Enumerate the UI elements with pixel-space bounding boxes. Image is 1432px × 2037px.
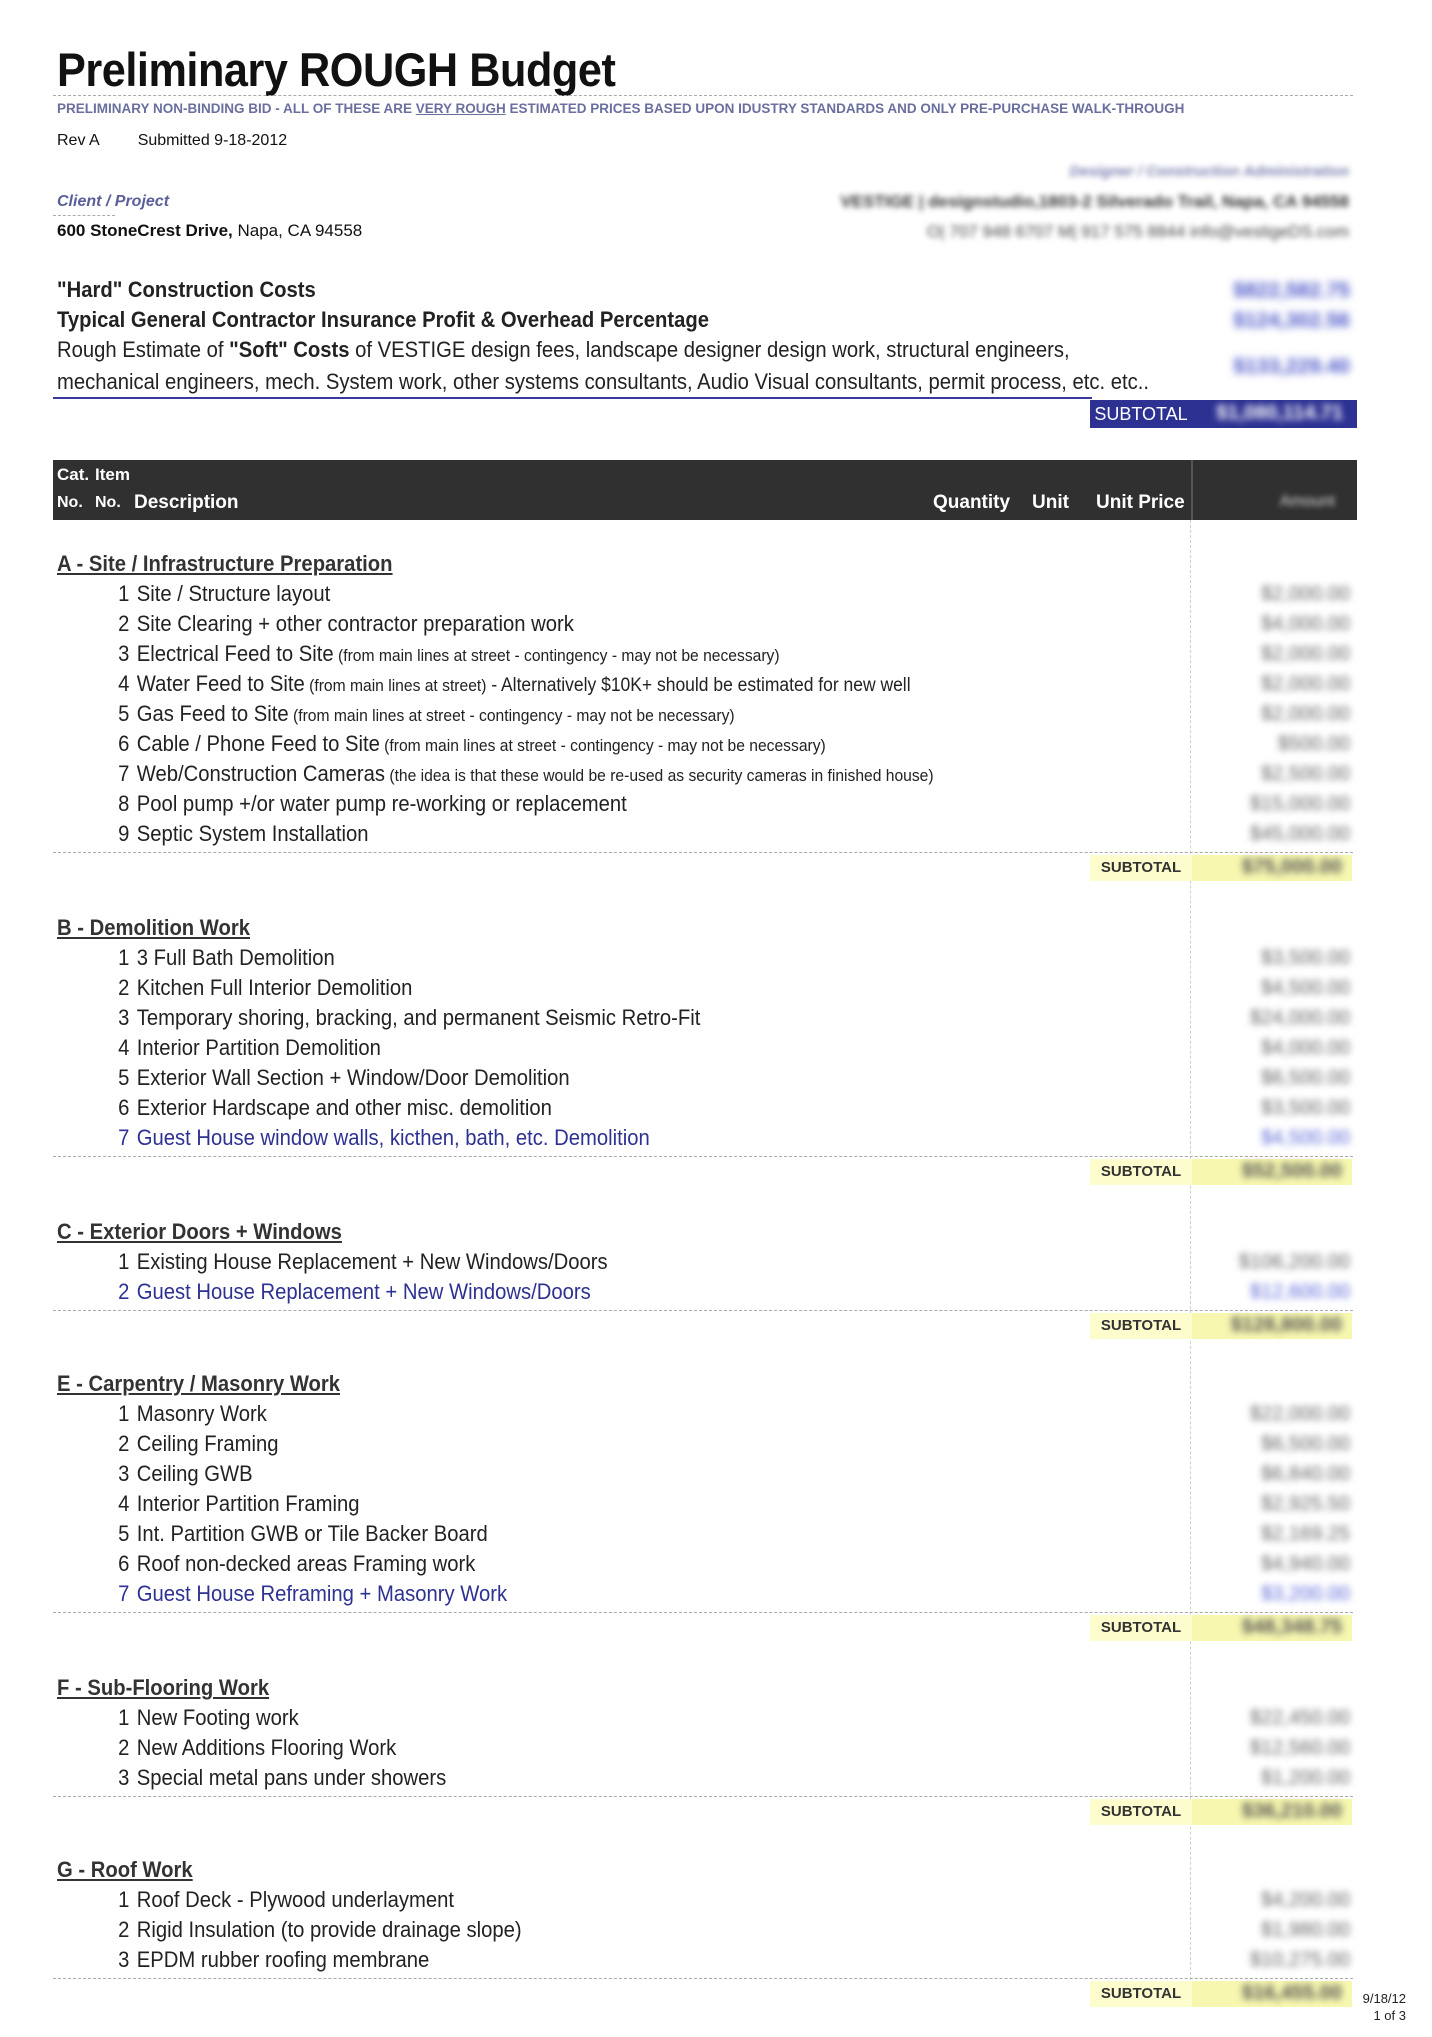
section-a-item-6-amount: $500.00	[1277, 733, 1350, 755]
section-g-item-3-amount: $10,275.00	[1249, 1949, 1350, 1971]
hard-costs-amount: $822,582.75	[1233, 279, 1350, 302]
section-e-item-6-amount: $4,940.00	[1261, 1553, 1350, 1575]
section-g-title: G - Roof Work	[57, 1857, 193, 1882]
section-b-divider	[53, 1156, 1353, 1157]
section-g-item-2-amount: $1,980.00	[1261, 1919, 1350, 1941]
section-e-title: E - Carpentry / Masonry Work	[57, 1371, 341, 1396]
section-f-subtotal-label: SUBTOTAL	[1090, 1799, 1192, 1825]
section-f-subtotal-box	[1192, 1799, 1352, 1825]
section-f-item-1: 1 New Footing work	[118, 1705, 299, 1730]
footer-date: 9/18/12	[1362, 1991, 1406, 2006]
section-f-item-2: 2 New Additions Flooring Work	[118, 1735, 397, 1760]
section-c-subtotal-box	[1192, 1313, 1352, 1339]
section-a-item-7-amount: $2,500.00	[1261, 763, 1350, 785]
section-b-subtotal-amount: $52,500.00	[1241, 1160, 1342, 1182]
section-e-item-5-amount: $2,169.25	[1261, 1523, 1350, 1545]
section-g-subtotal-box	[1192, 1981, 1352, 2007]
section-f-item-1-amount: $22,450.00	[1249, 1707, 1350, 1729]
section-f-item-3: 3 Special metal pans under showers	[118, 1765, 447, 1790]
section-a-item-4-amount: $2,000.00	[1261, 673, 1350, 695]
section-b-subtotal-box	[1192, 1159, 1352, 1185]
section-a-title: A - Site / Infrastructure Preparation	[57, 551, 393, 576]
section-c-item-2-amount: $12,600.00	[1249, 1281, 1350, 1303]
section-e-item-4-amount: $2,925.50	[1261, 1493, 1350, 1515]
section-f-item-2-amount: $12,560.00	[1249, 1737, 1350, 1759]
th-unit-price: Unit Price	[1096, 492, 1185, 513]
section-a-item-5: 5 Gas Feed to Site (from main lines at street - contingency - may not be necessary)	[118, 701, 735, 726]
section-e-subtotal-label: SUBTOTAL	[1090, 1615, 1192, 1641]
section-g-divider	[53, 1978, 1353, 1979]
section-f-title: F - Sub-Flooring Work	[57, 1675, 270, 1700]
table-header	[53, 460, 1357, 520]
section-b-item-6: 6 Exterior Hardscape and other misc. demolition	[118, 1095, 552, 1120]
section-a-item-8-amount: $15,000.00	[1249, 793, 1350, 815]
section-b-item-5: 5 Exterior Wall Section + Window/Door Demolition	[118, 1065, 570, 1090]
disclaimer: PRELIMINARY NON-BINDING BID - ALL OF THESE ARE VERY ROUGH ESTIMATED PRICES BASED UPON IDUSTRY STANDARDS AND ONLY PRE-PURCHASE WALK-THROUGH	[57, 101, 1185, 116]
section-e-subtotal-amount: $48,348.75	[1241, 1616, 1342, 1638]
client-label: Client / Project	[57, 193, 170, 210]
revision-line	[57, 132, 287, 150]
section-a-subtotal-box	[1192, 855, 1352, 881]
summary-subtotal-amount: $1,080,114.71	[1216, 402, 1343, 424]
th-description: Description	[134, 492, 239, 513]
section-g-subtotal-amount: $16,455.00	[1241, 1982, 1342, 2004]
section-a-item-8: 8 Pool pump +/or water pump re-working or replacement	[118, 791, 627, 816]
th-item-top: Item	[95, 465, 130, 484]
section-c-item-1-amount: $106,200.00	[1238, 1251, 1350, 1273]
section-a-item-3: 3 Electrical Feed to Site (from main lines at street - contingency - may not be necessary)	[118, 641, 780, 666]
section-e-item-2-amount: $6,500.00	[1261, 1433, 1350, 1455]
th-cat-no: No.	[57, 494, 83, 511]
section-a-item-6: 6 Cable / Phone Feed to Site (from main lines at street - contingency - may not be necessary)	[118, 731, 826, 756]
section-e-item-4: 4 Interior Partition Framing	[118, 1491, 360, 1516]
section-f-subtotal-amount: $36,210.00	[1241, 1800, 1342, 1822]
section-e-item-1: 1 Masonry Work	[118, 1401, 267, 1426]
page-title: Preliminary ROUGH Budget	[57, 43, 616, 96]
section-e-divider	[53, 1612, 1353, 1613]
section-b-item-7-amount: $4,500.00	[1261, 1127, 1350, 1149]
section-a-subtotal-label: SUBTOTAL	[1090, 855, 1192, 881]
section-f-item-3-amount: $1,200.00	[1261, 1767, 1350, 1789]
gc-overhead-amount: $124,302.56	[1233, 309, 1350, 332]
section-b-item-1: 1 3 Full Bath Demolition	[118, 945, 335, 970]
th-amount: Amount	[1279, 493, 1335, 510]
soft-costs-label-cont: mechanical engineers, mech. System work, other systems consultants, Audio Visual consultants, permit process, etc. etc..	[57, 369, 1149, 394]
soft-costs-amount: $133,229.40	[1233, 355, 1350, 378]
section-a-item-1: 1 Site / Structure layout	[118, 581, 331, 606]
section-a-divider	[53, 852, 1353, 853]
submitted-date: Submitted 9-18-2012	[137, 132, 288, 149]
section-e-subtotal-box	[1192, 1615, 1352, 1641]
section-b-item-3-amount: $24,000.00	[1249, 1007, 1350, 1029]
section-c-subtotal-label: SUBTOTAL	[1090, 1313, 1192, 1339]
section-a-item-5-amount: $2,000.00	[1261, 703, 1350, 725]
section-b-item-4: 4 Interior Partition Demolition	[118, 1035, 381, 1060]
section-g-item-2: 2 Rigid Insulation (to provide drainage slope)	[118, 1917, 522, 1942]
section-g-item-3: 3 EPDM rubber roofing membrane	[118, 1947, 430, 1972]
section-a-item-4: 4 Water Feed to Site (from main lines at street) - Alternatively $10K+ should be estimated for new well	[118, 671, 911, 696]
section-g-item-1: 1 Roof Deck - Plywood underlayment	[118, 1887, 455, 1912]
section-e-item-6: 6 Roof non-decked areas Framing work	[118, 1551, 476, 1576]
gc-overhead-label: Typical General Contractor Insurance Profit & Overhead Percentage	[57, 307, 710, 332]
client-address: 600 StoneCrest Drive, Napa, CA 94558	[57, 221, 363, 240]
section-a-subtotal-amount: $75,000.00	[1241, 856, 1342, 878]
section-a-item-9: 9 Septic System Installation	[118, 821, 369, 846]
designer-contact: O| 707 948 6707 M| 917 575 8844 info@vestigeDS.com	[926, 222, 1349, 241]
summary-subtotal-box	[1192, 400, 1357, 428]
section-a-item-7: 7 Web/Construction Cameras (the idea is that these would be re-used as security cameras in finished house)	[118, 761, 934, 786]
section-g-subtotal-label: SUBTOTAL	[1090, 1981, 1192, 2007]
th-cat-top: Cat.	[57, 465, 90, 484]
section-e-item-3-amount: $6,840.00	[1261, 1463, 1350, 1485]
title-divider	[53, 95, 1353, 96]
client-divider	[53, 215, 115, 216]
th-quantity: Quantity	[933, 492, 1011, 513]
designer-address: VESTIGE | designstudio,1803-2 Silverado Trail, Napa, CA 94558	[840, 192, 1349, 211]
section-a-item-2: 2 Site Clearing + other contractor preparation work	[118, 611, 574, 636]
th-unit: Unit	[1032, 492, 1069, 513]
section-b-title: B - Demolition Work	[57, 915, 251, 940]
section-g-item-1-amount: $4,200.00	[1261, 1889, 1350, 1911]
section-e-item-1-amount: $22,000.00	[1249, 1403, 1350, 1425]
section-c-title: C - Exterior Doors + Windows	[57, 1219, 342, 1244]
section-a-item-2-amount: $4,000.00	[1261, 613, 1350, 635]
section-f-divider	[53, 1796, 1353, 1797]
section-c-item-2: 2 Guest House Replacement + New Windows/Doors	[118, 1279, 591, 1304]
section-a-item-1-amount: $2,000.00	[1261, 583, 1350, 605]
section-e-item-2: 2 Ceiling Framing	[118, 1431, 279, 1456]
section-e-item-5: 5 Int. Partition GWB or Tile Backer Board	[118, 1521, 488, 1546]
section-c-item-1: 1 Existing House Replacement + New Windows/Doors	[118, 1249, 608, 1274]
hard-costs-label: "Hard" Construction Costs	[57, 277, 316, 302]
soft-costs-label: Rough Estimate of "Soft" Costs of VESTIGE design fees, landscape designer design work, structural engineers,	[57, 337, 1070, 362]
section-b-item-4-amount: $4,000.00	[1261, 1037, 1350, 1059]
section-b-item-3: 3 Temporary shoring, bracking, and permanent Seismic Retro-Fit	[118, 1005, 701, 1030]
section-a-item-3-amount: $2,000.00	[1261, 643, 1350, 665]
section-b-item-2-amount: $4,500.00	[1261, 977, 1350, 999]
revision: Rev A	[57, 132, 100, 149]
summary-subtotal-label: SUBTOTAL	[1090, 400, 1192, 428]
section-b-item-5-amount: $6,500.00	[1261, 1067, 1350, 1089]
section-a-item-9-amount: $45,000.00	[1249, 823, 1350, 845]
section-c-subtotal-amount: $128,800.00	[1230, 1314, 1342, 1336]
th-item-no: No.	[95, 494, 121, 511]
section-e-item-3: 3 Ceiling GWB	[118, 1461, 253, 1486]
section-c-divider	[53, 1310, 1353, 1311]
section-e-item-7-amount: $3,200.00	[1261, 1583, 1350, 1605]
summary-divider	[53, 397, 1092, 399]
section-b-item-7: 7 Guest House window walls, kicthen, bath, etc. Demolition	[118, 1125, 650, 1150]
section-b-item-6-amount: $3,500.00	[1261, 1097, 1350, 1119]
page-number: 1 of 3	[1373, 2008, 1406, 2023]
th-separator	[1191, 460, 1193, 520]
section-e-item-7: 7 Guest House Reframing + Masonry Work	[118, 1581, 508, 1606]
section-b-item-2: 2 Kitchen Full Interior Demolition	[118, 975, 413, 1000]
designer-heading: Designer / Construction Administration	[1069, 163, 1349, 180]
section-b-subtotal-label: SUBTOTAL	[1090, 1159, 1192, 1185]
section-b-item-1-amount: $3,500.00	[1261, 947, 1350, 969]
amount-column-divider	[1190, 520, 1191, 2000]
